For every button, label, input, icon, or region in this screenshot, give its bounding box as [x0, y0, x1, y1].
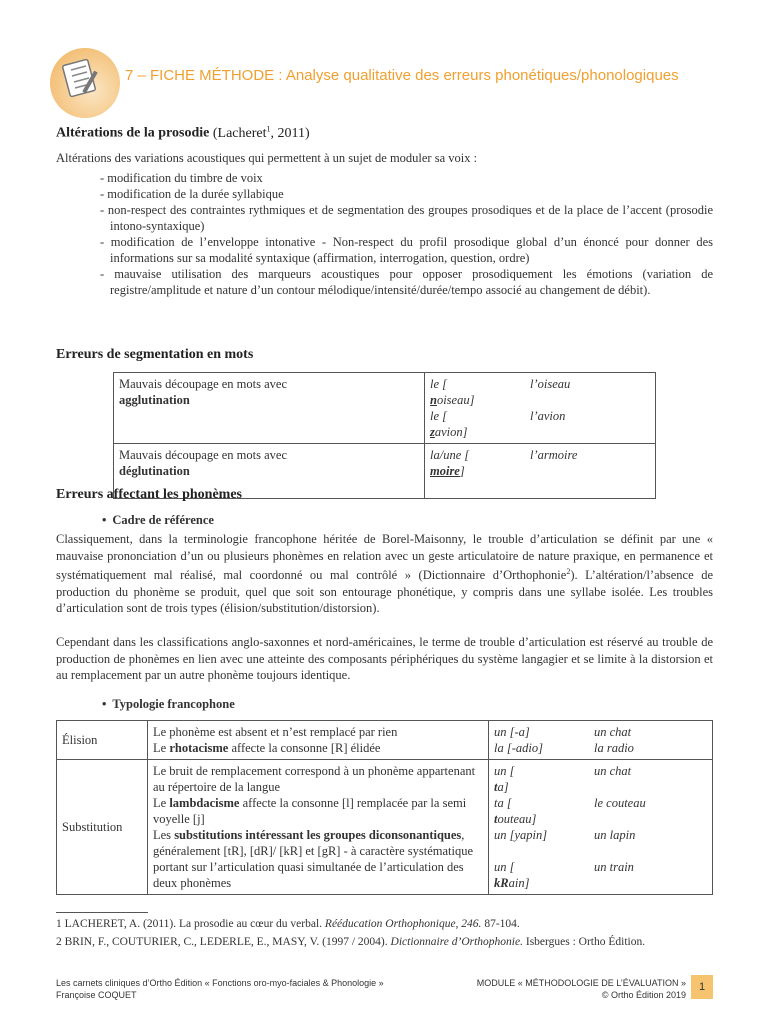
typologie-subheading: • Typologie francophone — [102, 697, 235, 712]
table-row — [57, 721, 713, 760]
list-item: - modification de l’enveloppe intonative - Non-respect du profil prosodique global d’un énoncé pour donner des informations sur sa modalité syntaxique (affirmation, interrogation, question, ordre) — [100, 235, 713, 265]
table-row — [57, 760, 713, 895]
table-cell: un [ta] un chat ta [touteau] le couteau un [yapin] un lapin un [kRain] un train — [489, 760, 713, 895]
footnote-1: 1 LACHERET, A. (2011). La prosodie au cœur du verbal. Rééducation Orthophonique, 246. 87-104. — [56, 918, 520, 930]
table-row — [114, 373, 656, 444]
table-cell: Mauvais découpage en mots avec agglutination — [114, 373, 425, 444]
page-header — [50, 48, 740, 118]
classification-paragraph: Cependant dans les classifications anglo-saxonnes et nord-américaines, le terme de trouble d’articulation est réservé au trouble de production de phonèmes en lien avec une atteinte des composants périphériques du système langagier et se limite à la distorsion et au remplacement par un autre phonème toujours identique. — [56, 635, 713, 682]
table-cell: un [-a] un chat la [-adio] la radio — [489, 721, 713, 760]
cadre-subheading: • Cadre de référence — [102, 513, 214, 528]
prosodie-citation: (Lacheret$^1$, 2011) — [212, 124, 310, 141]
table-cell: le [noiseau] l’oiseau le [zavion] l’avion — [425, 373, 656, 444]
table-cell: Le phonème est absent et n’est remplacé par rien Le rhotacisme affecte la consonne [R] élidée — [148, 721, 489, 760]
table-cell: la/une [moire] l’armoire — [425, 444, 656, 499]
table-cell: Élision — [57, 721, 148, 760]
footnote-divider — [56, 912, 148, 913]
cadre-paragraph: Classiquement, dans la terminologie francophone héritée de Borel-Maisonny, le trouble d’articulation se définit par une « mauvaise prononciation d’un ou plusieurs phonèmes en relation avec un geste articulatoire de nature praxique, en permanence et systématiquement mal réalisé, mal coordonné ou mal contrôlé » (Dictionnaire d’Orthophonie$^2$). L’altération/l’absence de production du phonème se produit, quel que soit son entourage phonétique, y compris dans une syllabe isolée. Les troubles d’articulation sont de trois types (élision/substitution/distorsion). — [56, 532, 713, 616]
prosodie-heading — [56, 124, 310, 142]
prosodie-list — [100, 170, 713, 298]
footer-left: Les carnets cliniques d’Ortho Édition « Fonctions oro-myo-faciales & Phonologie » Françoise COQUET — [56, 978, 384, 1000]
page-title: 7 – FICHE MÉTHODE : Analyse qualitative des erreurs phonétiques/phonologiques — [125, 67, 679, 84]
page-number: 1 — [691, 975, 713, 999]
table-cell: Mauvais découpage en mots avec déglutination — [114, 444, 425, 499]
table-cell: Le bruit de remplacement correspond à un phonème appartenant au répertoire de la langue Le lambdacisme affecte la consonne [l] remplacée par la semi voyelle [j] Les substitutions intéressant les groupes diconsonantiques, généralement [tR], [dR]/ [kR] et [gR] - à caractère systématique portant sur l’articulation quasi simultanée de l’articulation des deux phonèmes — [148, 760, 489, 895]
list-item: - non-respect des contraintes rythmiques et de segmentation des groupes prosodiques et de la place de l’accent (prosodie intono-syntaxique) — [100, 203, 713, 233]
segmentation-heading: Erreurs de segmentation en mots — [56, 347, 254, 362]
list-item: - mauvaise utilisation des marqueurs acoustiques pour opposer prosodiquement les émotions (variation de registre/amplitude et nature d’un contour mélodique/intensité/durée/tempo associé au changement de débit). — [100, 267, 713, 297]
prosodie-heading-text: Altérations de la prosodie — [56, 125, 210, 141]
table-cell: Substitution — [57, 760, 148, 895]
prosodie-intro: Altérations des variations acoustiques qui permettent à un sujet de moduler sa voix : — [56, 151, 478, 165]
segmentation-table — [113, 372, 656, 499]
list-item: - modification de la durée syllabique — [100, 187, 284, 201]
footnote-2: 2 BRIN, F., COUTURIER, C., LEDERLE, E., MASY, V. (1997 / 2004). Dictionnaire d’Orthophonie. Isbergues : Ortho Édition. — [56, 936, 646, 948]
footer-right: MODULE « MÉTHODOLOGIE DE L’ÉVALUATION » © Ortho Édition 2019 — [476, 978, 686, 1000]
phonemes-heading: Erreurs affectant les phonèmes — [56, 487, 242, 502]
checklist-icon — [60, 56, 106, 102]
list-item: - modification du timbre de voix — [100, 171, 263, 185]
typologie-table — [56, 720, 713, 895]
